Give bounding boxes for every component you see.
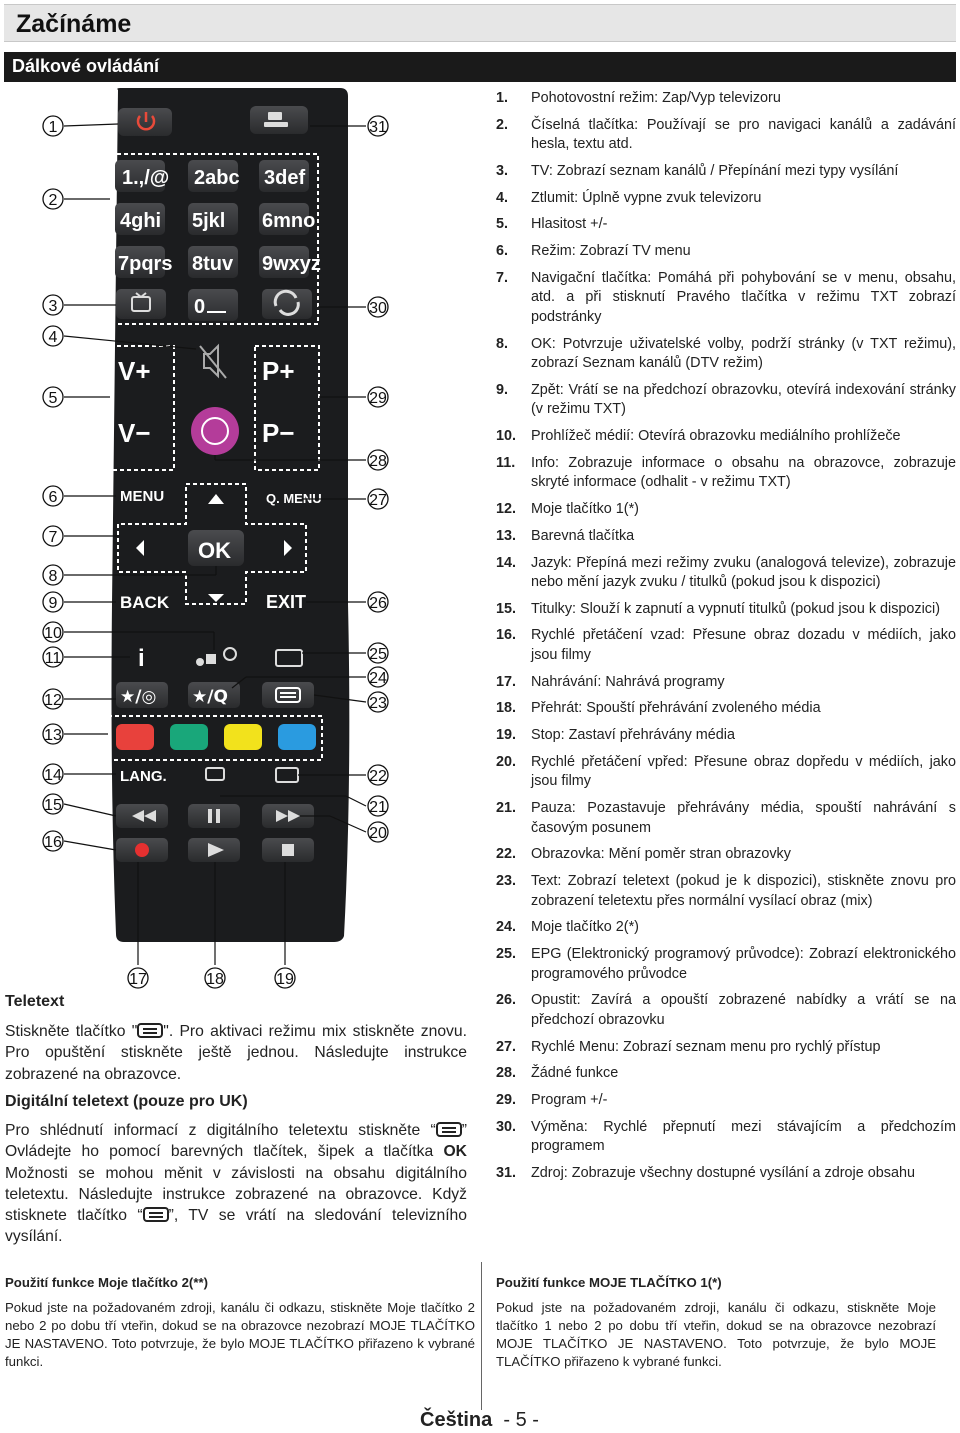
list-item-text: Rychlé přetáčení vzad: Přesune obraz dozadu v médiích, jako jsou filmy xyxy=(531,627,956,664)
callout-number: 21 xyxy=(369,799,387,816)
list-item-text: Výměna: Rychlé přepnutí mezi stávajícím a předchozím programem xyxy=(531,1118,956,1155)
list-item xyxy=(496,626,956,665)
svg-text:★/Q: ★/Q xyxy=(192,687,228,707)
list-item xyxy=(496,454,956,493)
page-number: - 5 - xyxy=(503,1409,539,1431)
list-item xyxy=(496,1038,956,1058)
list-item-number: 13. xyxy=(496,527,517,544)
list-item-number: 31. xyxy=(496,1164,517,1181)
key-0-label: 0 xyxy=(194,296,206,318)
list-item-text: Nahrávání: Nahrává programy xyxy=(531,673,725,690)
list-item-text: Pohotovostní režim: Zap/Vyp televizoru xyxy=(531,90,781,106)
callout-number: 14 xyxy=(44,767,62,784)
key-1-label: 1.,/@ xyxy=(122,167,170,189)
list-item-number: 10. xyxy=(496,428,517,445)
list-item-text: Rychlé Menu: Zobrazí seznam menu pro rychlý přístup xyxy=(531,1038,881,1055)
list-item xyxy=(496,991,956,1030)
section-header xyxy=(4,52,956,82)
callout-number: 19 xyxy=(276,971,294,988)
list-item xyxy=(496,699,956,719)
callout-number: 2 xyxy=(48,192,58,209)
callout-number: 1 xyxy=(48,119,58,136)
list-item-number: 23. xyxy=(496,873,517,890)
list-item-number: 20. xyxy=(496,753,517,770)
list-item xyxy=(496,554,956,593)
callout-number: 28 xyxy=(369,453,387,470)
list-item xyxy=(496,381,956,420)
list-item-text: EPG (Elektronický programový průvodce): Zobrazí elektronického programového průvodce xyxy=(531,946,956,982)
list-item-text: Prohlížeč médií: Otevírá obrazovku mediálního prohlížeče xyxy=(531,428,901,445)
text-button xyxy=(262,682,314,708)
list-item-number: 25. xyxy=(496,946,517,963)
list-item-number: 5. xyxy=(496,216,509,233)
list-item xyxy=(496,500,956,520)
volume-down-label: V− xyxy=(118,418,151,448)
list-item-number: 6. xyxy=(496,243,509,260)
footer-language: Čeština xyxy=(420,1409,493,1431)
list-item-number: 7. xyxy=(496,269,509,286)
page-header xyxy=(4,4,956,42)
list-item-text: Text: Zobrazí teletext (pokud je k dispozici), stiskněte znovu pro zobrazení teletextu přes normální vysílací obraz (mix) xyxy=(531,873,956,909)
callout-number: 12 xyxy=(44,692,62,709)
exit-label: EXIT xyxy=(266,592,307,612)
callout-number: 24 xyxy=(369,670,387,687)
callout-number: 6 xyxy=(48,489,58,506)
stop-icon xyxy=(282,844,294,856)
key-7-label: 7pqrs xyxy=(118,253,173,275)
callouts-bottom xyxy=(128,968,295,988)
list-item-number: 12. xyxy=(496,501,517,518)
callout-number: 23 xyxy=(369,695,387,712)
callout-number: 16 xyxy=(44,834,62,851)
list-item-number: 14. xyxy=(496,554,517,571)
list-item-number: 2. xyxy=(496,116,509,133)
section-title: Dálkové ovládání xyxy=(12,56,160,76)
my-button-2-heading: Použití funkce Moje tlačítko 2(**) xyxy=(5,1275,208,1290)
list-item-number: 26. xyxy=(496,992,517,1009)
list-item-text: Barevná tlačítka xyxy=(531,527,635,544)
list-item-number: 1. xyxy=(496,90,509,106)
callout-number: 31 xyxy=(369,119,387,136)
my-button-1-text: Pokud jste na požadovaném zdroji, kanálu či odkazu, stiskněte Moje tlačítko 1 nebo 2 po dobu tří vteřin, dokud se na obrazovce nezobrazí MOJE TLAČÍTKO JE NASTAVENO. Toto potvrzuje, že bylo MOJE TLAČÍTKO přiřazeno k vybrané funkci. xyxy=(496,1300,936,1369)
list-item xyxy=(496,269,956,328)
list-item xyxy=(496,872,956,911)
list-item-text: TV: Zobrazí seznam kanálů / Přepínání mezi typy vysílání xyxy=(531,162,899,179)
list-item-number: 19. xyxy=(496,727,517,744)
list-item-text: Moje tlačítko 1(*) xyxy=(531,501,639,518)
list-item-text: Stop: Zastaví přehrávány média xyxy=(531,727,735,744)
list-item xyxy=(496,1164,956,1184)
teletext-paragraph: Stiskněte tlačítko " ". Pro aktivaci režimu mix stiskněte znovu. Pro opuštění stiskněte ještě jednou. Následujte instrukce zobrazené na obrazovce. xyxy=(5,1023,467,1083)
browser-button xyxy=(191,407,239,455)
list-item-text: Info: Zobrazuje informace o obsahu na obrazovce, zobrazuje skryté informace (odhalit - v režimu TXT) xyxy=(531,454,956,491)
key-6-label: 6mno xyxy=(262,210,316,232)
button-description-list xyxy=(496,89,956,1191)
list-item-number: 27. xyxy=(496,1038,517,1055)
qmenu-label: Q. MENU xyxy=(266,491,322,506)
list-item xyxy=(496,673,956,693)
list-item xyxy=(496,1064,956,1084)
list-item-number: 4. xyxy=(496,189,509,206)
list-item-number: 3. xyxy=(496,162,509,179)
callouts-left xyxy=(43,116,63,851)
list-item xyxy=(496,1091,956,1111)
list-item-number: 16. xyxy=(496,627,517,644)
record-icon xyxy=(135,843,149,857)
list-item xyxy=(496,753,956,792)
list-item-number: 15. xyxy=(496,600,517,617)
list-item-text: Pauza: Pozastavuje přehrávány média, spouští nahrávání s časovým posunem xyxy=(531,800,956,836)
ok-label: OK xyxy=(198,538,231,563)
key-8-label: 8tuv xyxy=(192,253,234,275)
list-item-number: 8. xyxy=(496,335,509,352)
svg-text:★/◎: ★/◎ xyxy=(120,687,157,707)
callout-number: 17 xyxy=(129,971,147,988)
list-item-text: Žádné funkce xyxy=(531,1065,619,1082)
list-item xyxy=(496,215,956,235)
list-item-text: Jazyk: Přepíná mezi režimy zvuku (analogová televize), zobrazuje nebo mění jazyk zvuku / titulků (pokud jsou k dispozici) xyxy=(531,554,956,591)
teletext-icon xyxy=(436,1122,462,1137)
callout-number: 13 xyxy=(44,727,62,744)
list-item-number: 18. xyxy=(496,700,517,717)
key-4-label: 4ghi xyxy=(120,210,162,232)
callout-number: 5 xyxy=(48,390,58,407)
list-item-text: Hlasitost +/- xyxy=(531,216,608,233)
volume-up-label: V+ xyxy=(118,356,151,386)
list-item-number: 29. xyxy=(496,1091,517,1108)
list-item xyxy=(496,726,956,746)
column-divider xyxy=(481,1262,482,1410)
digital-teletext-heading: Digitální teletext (pouze pro UK) xyxy=(5,1093,248,1110)
callout-number: 15 xyxy=(44,797,62,814)
list-item xyxy=(496,116,956,155)
list-item-number: 21. xyxy=(496,800,517,817)
info-label: i xyxy=(138,645,145,672)
callout-number: 7 xyxy=(48,529,58,546)
list-item-text: Program +/- xyxy=(531,1091,608,1108)
list-item xyxy=(496,799,956,838)
callout-number: 9 xyxy=(48,595,58,612)
my-button-2-text: Pokud jste na požadovaném zdroji, kanálu či odkazu, stiskněte Moje tlačítko 2 nebo 2 po dobu tří vteřin, dokud se na obrazovce nezobrazí MOJE TLAČÍTKO JE NASTAVENO. Toto potvrzuje, že bylo MOJE TLAČÍTKO přiřazeno k vybrané funkci. xyxy=(5,1300,475,1369)
list-item xyxy=(496,189,956,209)
list-item-text: Zdroj: Zobrazuje všechny dostupné vysílání a zdroje obsahu xyxy=(531,1164,915,1181)
list-item xyxy=(496,527,956,547)
callout-number: 3 xyxy=(48,298,58,315)
list-item-text: Navigační tlačítka: Pomáhá při pohybování se v menu, obsahu, atd. a při stisknutí Pravého tlačítka v režimu TXT zobrazí podstránky xyxy=(531,269,956,325)
list-item-text: Zpět: Vrátí se na předchozí obrazovku, otevírá indexování stránky (v režimu TXT) xyxy=(531,381,956,418)
list-item xyxy=(496,427,956,447)
callout-number: 8 xyxy=(48,568,58,585)
list-item-text: Režim: Zobrazí TV menu xyxy=(531,243,691,260)
callout-number: 18 xyxy=(206,971,224,988)
callout-number: 22 xyxy=(369,768,387,785)
callout-number: 11 xyxy=(44,650,62,667)
digital-teletext-paragraph: Pro shlédnutí informací z digitálního teletextu stiskněte “ ” Ovládejte ho pomocí barevných tlačítek, šipek a tlačítka OK Možnosti se mohou měnit v závislosti na obsahu digitálního teletextu. Následujte instrukce zobrazené na obrazovce. Když stisknete tlačítko “ ”, TV se vrátí na sledování televizního vysílání. xyxy=(5,1122,467,1246)
list-item xyxy=(496,1118,956,1157)
page-footer xyxy=(420,1409,539,1432)
key-5-label: 5jkl xyxy=(192,210,226,232)
list-item-text: Rychlé přetáčení vpřed: Přesune obraz dopředu v médiích, jako jsou filmy xyxy=(531,753,956,790)
list-item xyxy=(496,162,956,182)
lang-label: LANG. xyxy=(120,768,167,785)
menu-label: MENU xyxy=(120,488,165,505)
callout-number: 4 xyxy=(48,329,58,346)
callout-number: 25 xyxy=(369,646,387,663)
blue-button xyxy=(278,724,316,750)
list-item-number: 30. xyxy=(496,1118,517,1135)
callout-number: 26 xyxy=(369,595,387,612)
callout-number: 10 xyxy=(44,625,62,642)
list-item-text: Obrazovka: Mění poměr stran obrazovky xyxy=(531,846,791,863)
list-item-text: Titulky: Slouží k zapnutí a vypnutí titulků (pokud jsou k dispozici) xyxy=(531,600,940,617)
callouts-right xyxy=(368,116,388,842)
list-item xyxy=(496,89,956,109)
callout-number: 27 xyxy=(369,492,387,509)
key-9-label: 9wxyz xyxy=(262,253,321,275)
list-item-text: OK: Potvrzuje uživatelské volby, podrží stránky (v TXT režimu), zobrazí Seznam kanálů (DTV režim) xyxy=(531,335,956,372)
list-item-text: Číselná tlačítka: Používají se pro navigaci kanálů a zadávání hesla, textu atd. xyxy=(531,116,956,153)
back-label: BACK xyxy=(120,593,170,612)
list-item-number: 22. xyxy=(496,846,517,863)
list-item xyxy=(496,242,956,262)
green-button xyxy=(170,724,208,750)
callout-number: 29 xyxy=(369,390,387,407)
key-2-label: 2abc xyxy=(194,167,240,189)
list-item xyxy=(496,918,956,938)
callout-number: 20 xyxy=(369,825,387,842)
list-item xyxy=(496,945,956,984)
list-item-number: 28. xyxy=(496,1065,517,1082)
list-item xyxy=(496,335,956,374)
red-button xyxy=(116,724,154,750)
list-item xyxy=(496,600,956,620)
list-item-number: 9. xyxy=(496,381,509,398)
list-item xyxy=(496,845,956,865)
remote-control-illustration xyxy=(0,84,480,1004)
teletext-icon xyxy=(143,1207,169,1222)
program-down-label: P− xyxy=(262,418,295,448)
teletext-icon xyxy=(137,1023,163,1038)
list-item-number: 17. xyxy=(496,673,517,690)
page-title: Začínáme xyxy=(16,10,132,38)
list-item-text: Přehrát: Spouští přehrávání zvoleného média xyxy=(531,700,821,717)
teletext-heading: Teletext xyxy=(5,993,65,1010)
key-3-label: 3def xyxy=(264,167,306,189)
program-up-label: P+ xyxy=(262,356,295,386)
yellow-button xyxy=(224,724,262,750)
callout-number: 30 xyxy=(369,300,387,317)
my-button-1-heading: Použití funkce MOJE TLAČÍTKO 1(*) xyxy=(496,1275,722,1290)
list-item-text: Ztlumit: Úplně vypne zvuk televizoru xyxy=(531,189,762,206)
list-item-text: Moje tlačítko 2(*) xyxy=(531,919,639,936)
list-item-text: Opustit: Zavírá a opouští zobrazené nabídky a vrátí se na předchozí obrazovku xyxy=(531,992,956,1028)
tv-button xyxy=(116,289,166,319)
list-item-number: 24. xyxy=(496,919,517,936)
list-item-number: 11. xyxy=(496,454,516,471)
